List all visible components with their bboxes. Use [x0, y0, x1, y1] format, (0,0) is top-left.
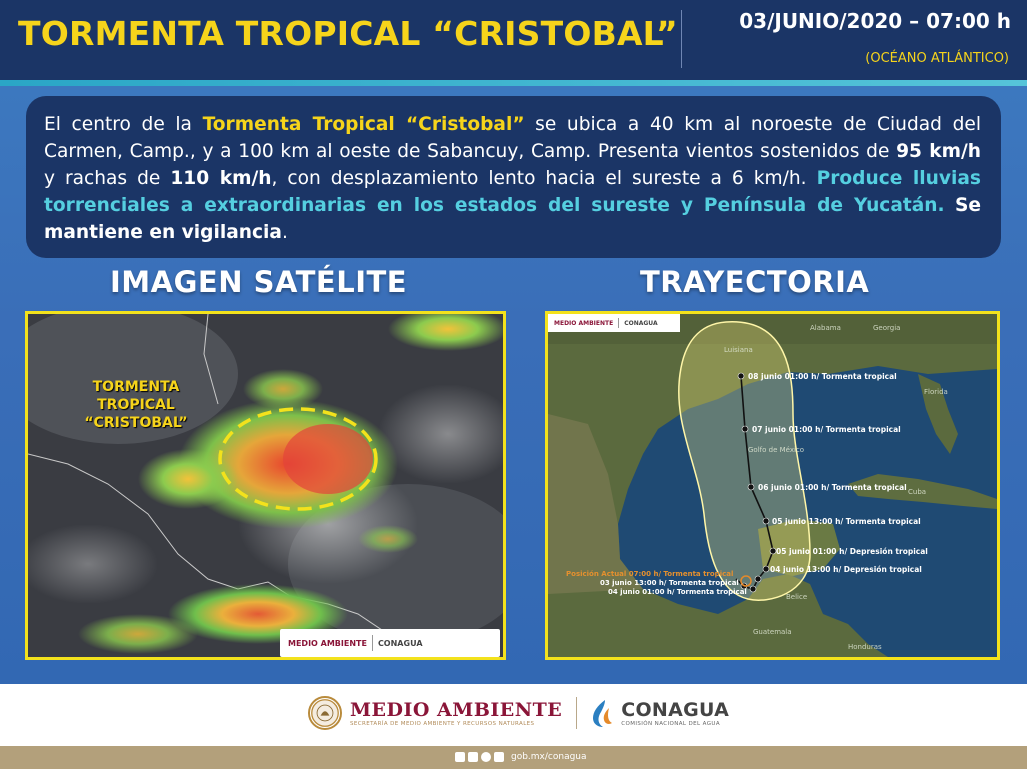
forecast-point-label: 05 junio 01:00 h/ Depresión tropical — [776, 547, 928, 556]
satellite-image — [28, 314, 503, 657]
forecast-point-label: 04 junio 13:00 h/ Depresión tropical — [770, 565, 922, 574]
rain-warning: Produce lluvias torrenciales a extraordinarias en los estados del sureste y Península de Yucatán. — [44, 168, 981, 216]
conagua-logo-text: CONAGUA — [624, 319, 658, 327]
institution-logos — [308, 696, 729, 730]
storm-label-line: TROPICAL — [97, 397, 175, 413]
footer-bar — [0, 746, 1027, 769]
semarnat-logo-text: MEDIO AMBIENTE — [288, 638, 367, 648]
satellite-logo-badge — [280, 629, 500, 657]
past-point-label: 04 junio 01:00 h/ Tormenta tropical — [608, 588, 747, 596]
bulletin-part: se ubica a 40 km al noroeste de Ciudad del Carmen, Camp., y a 100 km al oeste de Sabancuy, Camp. Presenta vientos sostenidos de — [44, 114, 981, 162]
semarnat-name: MEDIO AMBIENTE — [350, 699, 563, 721]
watch-status: Se mantiene en vigilancia — [44, 195, 981, 243]
place-label: Cuba — [908, 488, 927, 496]
storm-label-line: TORMENTA — [92, 379, 180, 395]
forecast-point-label: 07 junio 01:00 h/ Tormenta tropical — [752, 425, 901, 434]
logo-divider — [576, 697, 577, 729]
main-panel — [0, 86, 1027, 684]
conagua-drop-icon — [589, 698, 615, 728]
past-point-label: 03 junio 13:00 h/ Tormenta tropical — [600, 579, 739, 587]
bulletin-part: . — [281, 222, 288, 243]
place-label: Belice — [786, 593, 808, 601]
semarnat-subtitle: SECRETARÍA DE MEDIO AMBIENTE Y RECURSOS NATURALES — [350, 721, 535, 727]
twitter-icon[interactable] — [468, 752, 478, 762]
wind-gusts: 110 km/h — [170, 168, 272, 189]
satellite-section-title: IMAGEN SATÉLITE — [110, 265, 408, 299]
social-links — [455, 752, 587, 762]
national-seal-icon — [308, 696, 342, 730]
place-label: Georgia — [873, 324, 901, 332]
ocean-label: (OCÉANO ATLÁNTICO) — [865, 51, 1009, 66]
place-label: Honduras — [848, 643, 882, 651]
page-title: TORMENTA TROPICAL “CRISTOBAL” — [18, 14, 678, 53]
bulletin-text — [44, 111, 981, 246]
website-link[interactable]: gob.mx/conagua — [511, 752, 587, 762]
conagua-logo-text: CONAGUA — [377, 638, 423, 648]
storm-label-line: “CRISTOBAL” — [84, 415, 188, 431]
storm-map-label — [66, 378, 206, 432]
conagua-name: CONAGUA — [621, 699, 730, 721]
trajectory-section-title: TRAYECTORIA — [640, 265, 870, 299]
sustained-winds: 95 km/h — [896, 141, 981, 162]
logo-divider — [618, 318, 619, 329]
current-position-label: Posición Actual 07:00 h/ Tormenta tropical — [566, 570, 734, 578]
bulletin-part: El centro de la — [44, 114, 203, 135]
instagram-icon[interactable] — [481, 752, 491, 762]
conagua-logo — [621, 699, 729, 727]
header-bar — [0, 0, 1027, 80]
satellite-image-frame — [25, 311, 506, 660]
place-label: Luisiana — [724, 346, 753, 354]
place-label: Alabama — [810, 324, 841, 332]
bulletin-part: , con desplazamiento lento hacia el sureste a 6 km/h. — [271, 168, 817, 189]
semarnat-logo — [350, 699, 562, 727]
forecast-point-label: 06 junio 01:00 h/ Tormenta tropical — [758, 483, 907, 492]
forecast-point-label: 08 junio 01:00 h/ Tormenta tropical — [748, 372, 897, 381]
youtube-icon[interactable] — [494, 752, 504, 762]
trajectory-logo-badge — [548, 314, 680, 332]
forecast-point-label: 05 junio 13:00 h/ Tormenta tropical — [772, 517, 921, 526]
bulletin-datetime: 03/JUNIO/2020 – 07:00 h — [739, 9, 1011, 33]
bulletin-box — [26, 96, 1001, 258]
bulletin-part: y rachas de — [44, 168, 171, 189]
place-label: Golfo de México — [748, 446, 805, 454]
trajectory-map — [548, 314, 997, 657]
place-label: Guatemala — [753, 628, 792, 636]
semarnat-logo-text: MEDIO AMBIENTE — [554, 319, 614, 327]
trajectory-map-frame — [545, 311, 1000, 660]
storm-name-highlight: Tormenta Tropical “Cristobal” — [202, 114, 525, 135]
place-label: Florida — [924, 388, 948, 396]
conagua-subtitle: COMISIÓN NACIONAL DEL AGUA — [621, 721, 720, 727]
logo-divider — [372, 635, 373, 652]
facebook-icon[interactable] — [455, 752, 465, 762]
bulletin-part — [945, 195, 955, 216]
footer-logos — [0, 684, 1027, 746]
header-divider — [681, 10, 682, 68]
